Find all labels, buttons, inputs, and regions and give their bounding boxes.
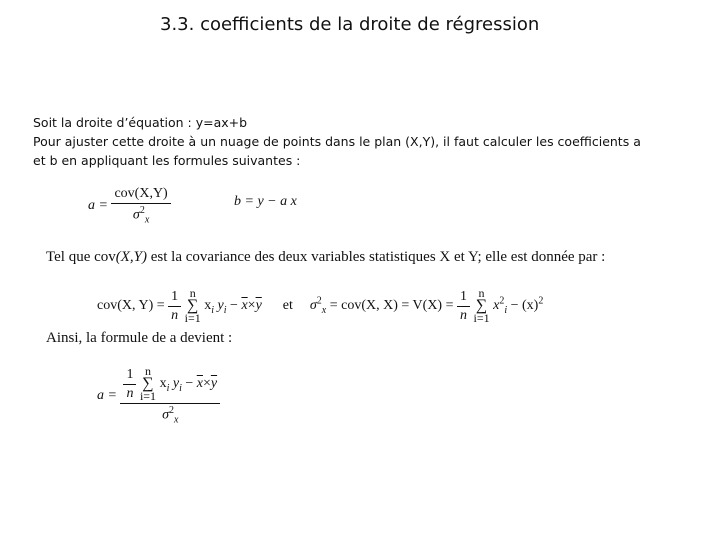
tel-que-italic: (X,Y)	[115, 249, 148, 265]
final-times: ×	[202, 376, 211, 392]
formula-a-fraction	[111, 186, 170, 225]
exponent: 2	[139, 205, 145, 216]
xbar: $\overline{x}$	[241, 298, 248, 314]
cov-body-x: x	[204, 298, 212, 314]
ybar: $\overline{y}$	[255, 298, 262, 314]
formula-a-final-fraction	[120, 366, 220, 425]
formula-b: b = y − a x	[234, 194, 297, 209]
times-sign: ×	[247, 298, 256, 314]
formula-a-final-numerator	[120, 366, 220, 404]
intro-line-2: Pour ajuster cette droite à un nuage de points dans le plan (X,Y), il faut calculer les coefficients a	[33, 134, 641, 149]
final-sum	[140, 366, 156, 402]
cov-sum	[185, 288, 201, 324]
cov-lhs: cov(X, Y) =	[97, 298, 165, 314]
final-sum-bottom: i=1	[139, 389, 157, 403]
variance-sub: x	[321, 305, 327, 317]
final-body-x: x	[159, 376, 167, 392]
sigma-sum-icon: ∑	[186, 297, 199, 314]
sigma-sum-icon: ∑	[142, 375, 154, 392]
cov-body-x-sub: i	[211, 305, 215, 317]
variance-tail-exp: 2	[538, 295, 544, 307]
sum-top: n	[189, 286, 196, 300]
variance-body-exp: 2	[499, 295, 505, 307]
final-den-exp: 2	[169, 405, 174, 416]
final-den-sub: x	[174, 414, 179, 426]
tel-que-after: est la covariance des deux variables statistiques X et Y; elle est donnée par :	[150, 249, 606, 265]
variance-sigma: σ	[309, 298, 317, 314]
variance-body-sub: i	[504, 305, 508, 317]
final-minus: −	[185, 376, 194, 392]
tel-que-before: Tel que cov	[46, 249, 116, 265]
connector-et: et	[282, 298, 293, 314]
formula-a	[88, 186, 171, 225]
variance-frac-den: n	[460, 307, 467, 323]
variance-sum-bottom: i=1	[473, 311, 490, 325]
sigma-symbol: σ	[132, 207, 140, 223]
covariance-formula	[97, 288, 543, 324]
final-body-y: y	[172, 376, 180, 392]
intro-line-1: Soit la droite d’équation : y=ax+b	[33, 115, 248, 130]
final-inner-num: 1	[123, 367, 136, 385]
page-title: 3.3. coefficients de la droite de régression	[160, 14, 540, 35]
variance-sum-top: n	[478, 286, 485, 300]
intro-paragraph	[33, 113, 673, 170]
sigma-sum-icon: ∑	[475, 297, 488, 314]
cov-frac-den: n	[171, 307, 179, 323]
final-body-y-sub: i	[179, 383, 182, 395]
variance-tail: − (x)	[510, 298, 539, 314]
final-den-sigma: σ	[162, 407, 169, 423]
formula-a-numerator: cov(X,Y)	[111, 186, 170, 204]
final-inner-den: n	[126, 385, 134, 401]
cov-body-y-sub: i	[223, 305, 227, 317]
formula-a-denominator	[133, 204, 149, 225]
tel-que-line	[46, 249, 605, 266]
variance-sum	[474, 288, 490, 324]
variance-frac-num: 1	[457, 289, 470, 307]
variance-fraction	[457, 289, 470, 324]
final-ybar: $\overline{y}$	[210, 376, 218, 392]
formula-a-final-denominator	[162, 404, 178, 425]
ainsi-line: Ainsi, la formule de a devient :	[46, 330, 233, 346]
cov-body-y: y	[217, 298, 224, 314]
final-inner-fraction	[123, 367, 136, 402]
formula-a-final	[97, 366, 220, 425]
formula-a-final-lhs: a =	[97, 387, 117, 403]
variance-exp: 2	[316, 295, 322, 307]
cov-frac-num: 1	[168, 289, 181, 307]
formula-a-lhs: a =	[88, 197, 108, 213]
variance-body: x	[493, 298, 500, 314]
minus-sign: −	[230, 298, 238, 314]
final-sum-top: n	[145, 364, 151, 378]
sum-bottom: i=1	[184, 311, 201, 325]
cov-fraction	[168, 289, 181, 324]
intro-line-3: et b en appliquant les formules suivantes :	[33, 153, 301, 168]
variance-mid: = cov(X, X) = V(X) =	[329, 298, 454, 314]
subscript: x	[144, 214, 150, 226]
final-body-x-sub: i	[166, 383, 170, 395]
final-xbar: $\overline{x}$	[196, 376, 203, 392]
